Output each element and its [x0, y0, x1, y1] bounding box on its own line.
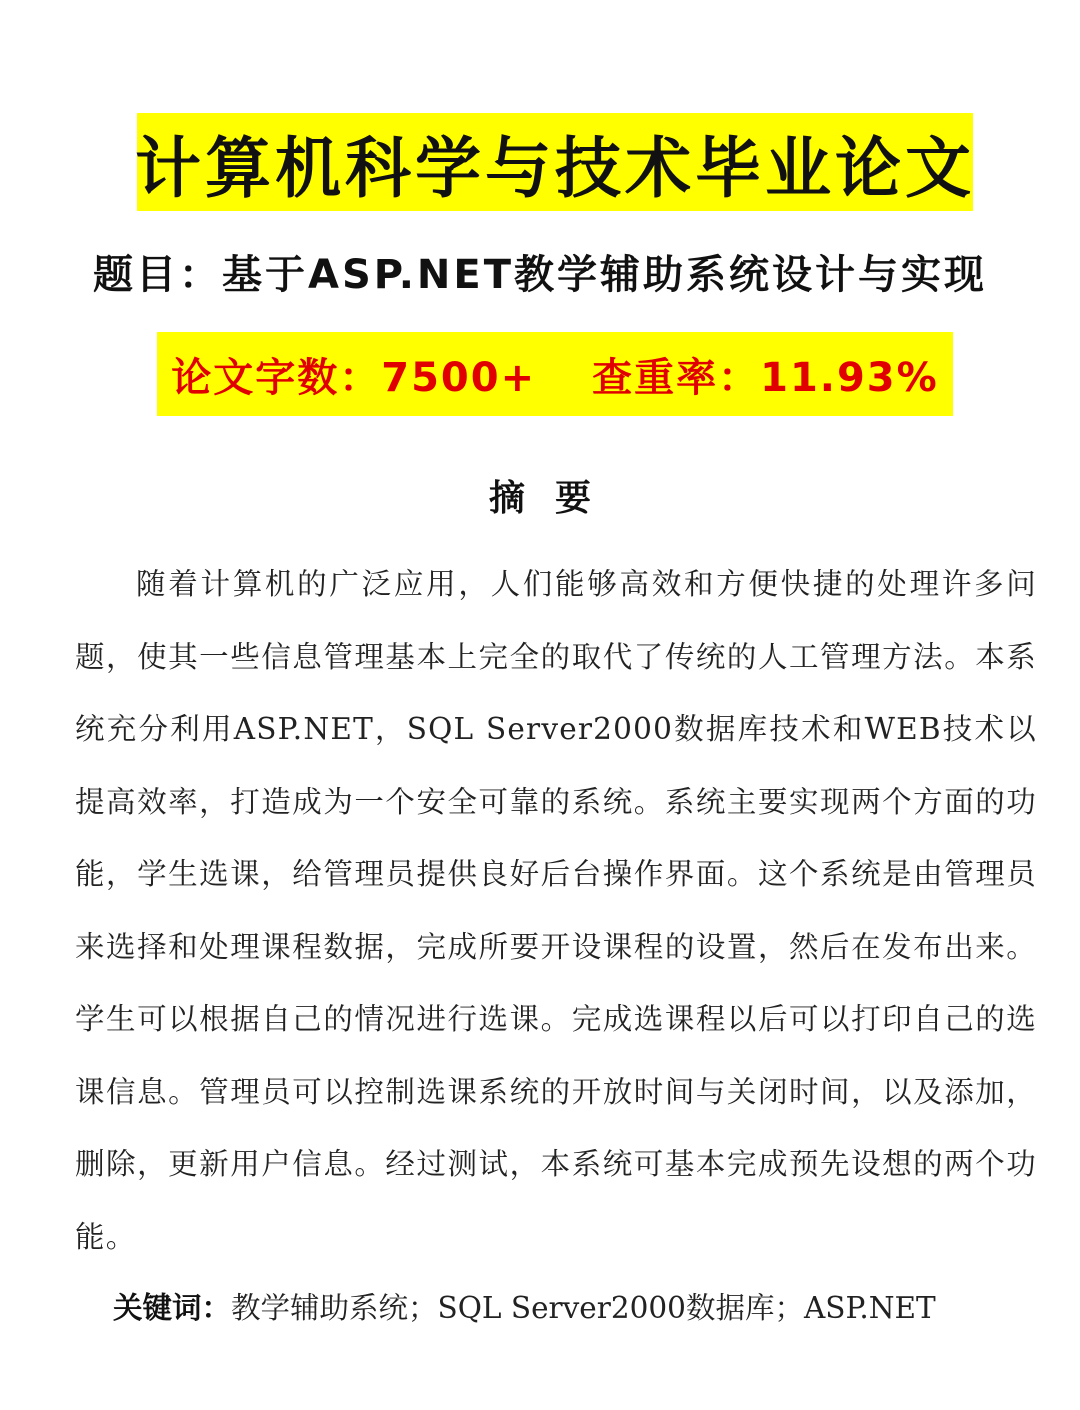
duplicate-rate: 查重率：11.93% [592, 354, 939, 401]
abstract-heading: 摘要 [488, 477, 621, 519]
thesis-subject-title: 题目：基于ASP.NET教学辅助系统设计与实现 [92, 252, 988, 298]
word-count: 论文字数：7500+ [171, 354, 537, 401]
abstract-paragraph: 随着计算机的广泛应用，人们能够高效和方便快捷的处理许多问题，使其一些信息管理基本上完全的取代了传统的人工管理方法。本系统充分利用ASP.NET，SQL Server2000数据库技术和WEB技术以提高效率，打造成为一个安全可靠的系统。系统主要实现两个方面的功能，学生选课，给管理员提供良好后台操作界面。这个系统是由管理员来选择和处理课程数据，完成所要开设课程的设置，然后在发布出来。学生可以根据自己的情况进行选课。完成选课程以后可以打印自己的选课信息。管理员可以控制选课系统的开放时间与关闭时间，以及添加，删除，更新用户信息。经过测试，本系统可基本完成预先设想的两个功能。 [75, 567, 1037, 1254]
keywords-line [113, 1283, 1033, 1333]
keywords-label: 关键词： [113, 1291, 232, 1325]
keywords-values: 教学辅助系统；SQL Server2000数据库；ASP.NET [231, 1291, 936, 1325]
thesis-stats-banner [157, 332, 953, 416]
thesis-category-banner: 计算机科学与技术毕业论文 [137, 113, 973, 211]
